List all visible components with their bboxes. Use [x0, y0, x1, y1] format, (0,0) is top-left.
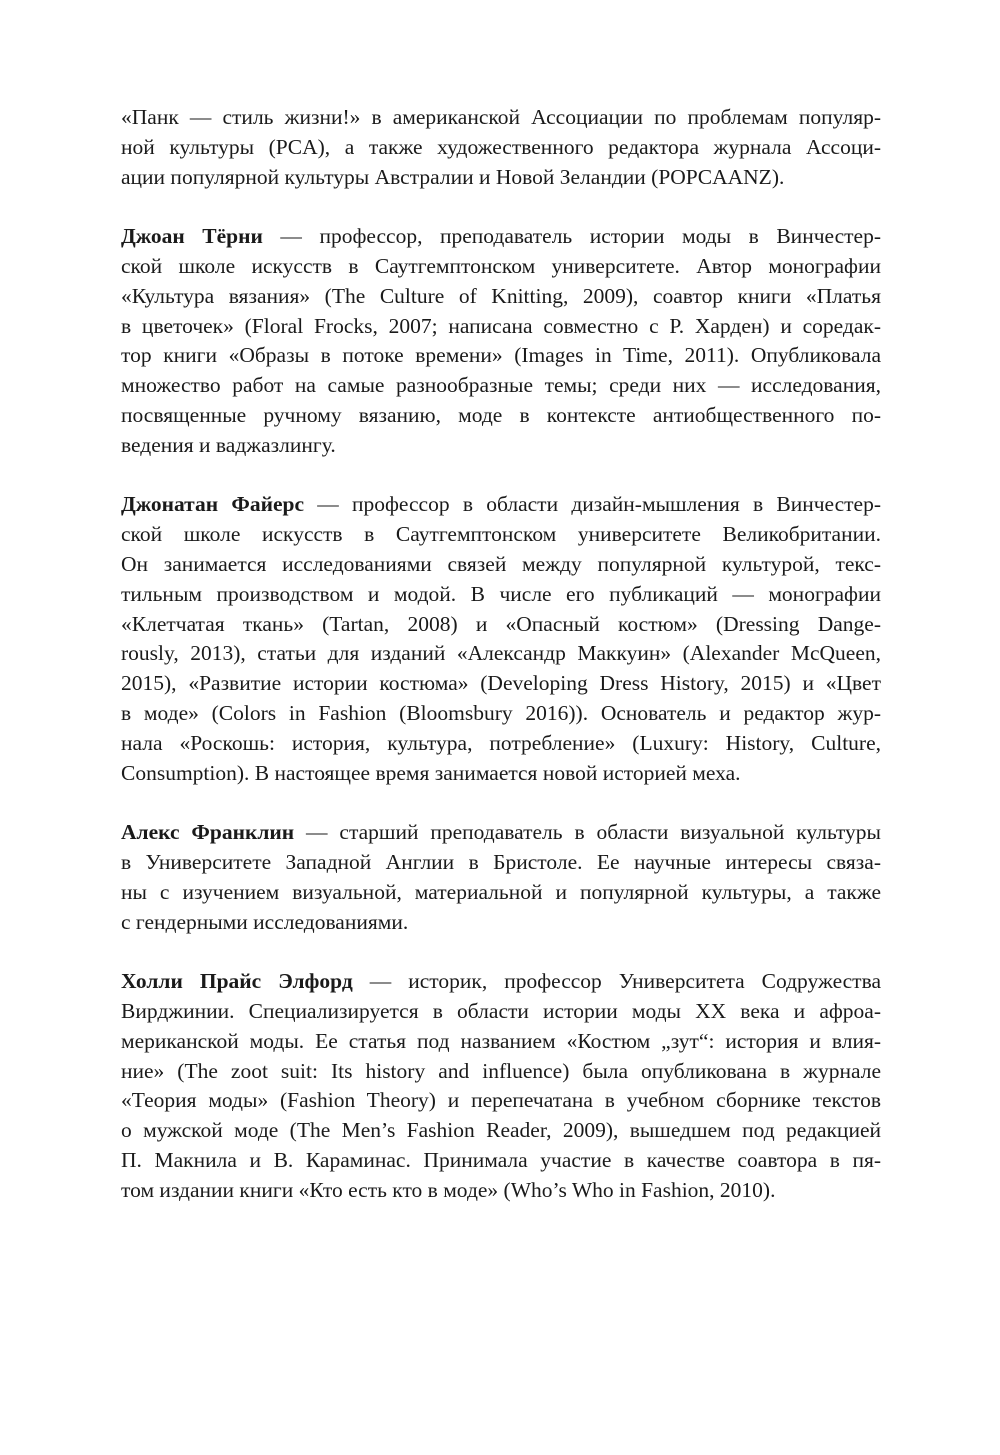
text-line: посвященные ручному вязанию, моде в контексте антиобщественного по-: [121, 402, 881, 427]
text-line: в моде» (Colors in Fashion (Bloomsbury 2016)). Основатель и редактор жур-: [121, 700, 881, 725]
text-line: мериканской моды. Ее статья под названием «Костюм „зут“: история и влия-: [121, 1028, 881, 1053]
author-name: Холли Прайс Элфорд: [121, 969, 353, 994]
text-fragment: — старший преподаватель в области визуальной культуры: [294, 820, 881, 845]
text-fragment: — историк, профессор Университета Содружества: [352, 969, 881, 994]
bio-paragraph-faiers: [121, 490, 881, 788]
text-line: «Панк — стиль жизни!» в американской Ассоциации по проблемам популяр-: [121, 105, 881, 129]
text-fragment: — профессор в области дизайн-мышления в Винчестер-: [304, 492, 881, 517]
author-name: Алекс Франклин: [121, 820, 295, 845]
text-fragment: — профессор, преподаватель истории моды в Винчестер-: [262, 224, 881, 249]
text-line: ской школе искусств в Саутгемптонском университете Великобритании.: [121, 522, 881, 547]
text-line: том издании книги «Кто есть кто в моде» (Who’s Who in Fashion, 2010).: [121, 1177, 776, 1202]
text-line: Он занимается исследованиями связей между популярной культурой, текс-: [121, 551, 881, 576]
text-line: rously, 2013), статьи для изданий «Александр Маккуин» (Alexander McQueen,: [121, 641, 881, 666]
text-line: тор книги «Образы в потоке времени» (Images in Time, 2011). Опубликовала: [121, 343, 881, 368]
text-line: множество работ на самые разнообразные темы; среди них — исследования,: [121, 373, 881, 398]
text-line: [121, 818, 881, 848]
text-line: нала «Роскошь: история, культура, потребление» (Luxury: History, Culture,: [121, 730, 881, 755]
text-body: [121, 103, 881, 1235]
bio-paragraph-turney: [121, 222, 881, 460]
text-line: ации популярной культуры Австралии и Новой Зеландии (POPCAANZ).: [121, 164, 785, 189]
paragraph-continuation: [121, 103, 881, 192]
text-line: 2015), «Развитие истории костюма» (Developing Dress History, 2015) и «Цвет: [121, 671, 881, 696]
text-line: Вирджинии. Специализируется в области истории моды XX века и афроа-: [121, 998, 881, 1023]
author-name: Джоан Тёрни: [121, 224, 263, 249]
text-line: ной культуры (PCA), а также художественного редактора журнала Ассоци-: [121, 134, 881, 159]
text-line: «Клетчатая ткань» (Tartan, 2008) и «Опасный костюм» (Dressing Dange-: [121, 611, 881, 636]
text-line: о мужской моде (The Men’s Fashion Reader, 2009), вышедшем под редакцией: [121, 1118, 881, 1143]
text-line: в цветочек» (Floral Frocks, 2007; написана совместно с Р. Харден) и соредак-: [121, 313, 881, 338]
text-line: «Культура вязания» (The Culture of Knitting, 2009), соавтор книги «Платья: [121, 283, 881, 308]
text-line: ведения и ваджазлингу.: [121, 432, 336, 457]
text-line: [121, 967, 881, 997]
text-line: ны с изучением визуальной, материальной и популярной культуры, а также: [121, 879, 881, 904]
author-name: Джонатан Файерс: [121, 492, 305, 517]
text-line: ской школе искусств в Саутгемптонском университете. Автор монографии: [121, 253, 881, 278]
text-line: [121, 490, 881, 520]
text-line: Consumption). В настоящее время занимается новой историей меха.: [121, 760, 741, 785]
text-line: [121, 222, 881, 252]
bio-paragraph-elford: [121, 967, 881, 1205]
text-line: тильным производством и модой. В числе его публикаций — монографии: [121, 581, 881, 606]
text-line: «Теория моды» (Fashion Theory) и перепечатана в учебном сборнике текстов: [121, 1088, 881, 1113]
text-line: с гендерными исследованиями.: [121, 909, 409, 934]
bio-paragraph-franklin: [121, 818, 881, 937]
text-line: в Университете Западной Англии в Бристоле. Ее научные интересы связа-: [121, 849, 881, 874]
text-line: ние» (The zoot suit: Its history and influence) была опубликована в журнале: [121, 1058, 881, 1083]
text-line: П. Макнила и В. Караминас. Принимала участие в качестве соавтора в пя-: [121, 1147, 881, 1172]
